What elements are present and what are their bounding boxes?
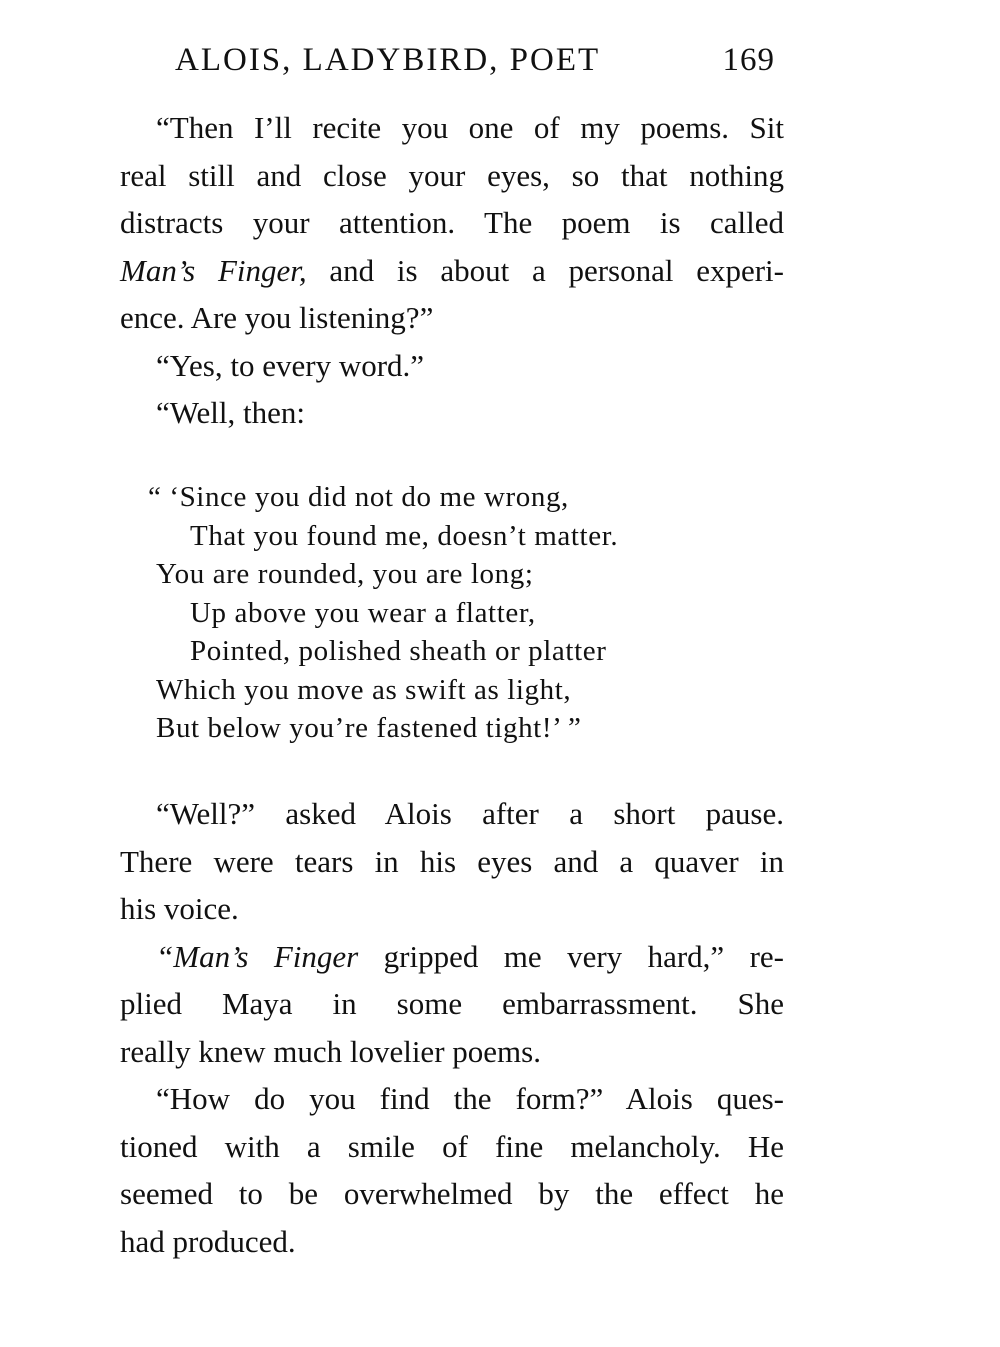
text-line: “How do you find the form?” Alois ques-: [156, 1081, 784, 1116]
running-head: ALOIS, LADYBIRD, POET: [175, 42, 601, 78]
verse-line: That you found me, doesn’t matter.: [190, 519, 619, 552]
text-line: distracts your attention. The poem is called: [120, 205, 784, 240]
paragraph-well-asked: [84, 790, 784, 933]
text-line: seemed to be overwhelmed by the effect he: [120, 1176, 784, 1211]
prose-block-top: [84, 104, 784, 437]
poem-verse: [148, 478, 708, 748]
text-line: plied Maya in some embarrassment. She: [120, 986, 784, 1021]
paragraph-yes: [84, 342, 784, 390]
page-number: 169: [722, 42, 775, 78]
text-line: his voice.: [120, 891, 239, 926]
text-line: “Yes, to every word.”: [156, 347, 425, 383]
prose-block-bottom: [84, 790, 784, 1265]
text-line: [84, 247, 784, 295]
text-fragment: and is about a personal experi-: [306, 252, 784, 288]
paragraph-recite: [84, 104, 784, 342]
verse-line: You are rounded, you are long;: [156, 558, 534, 590]
text-line: ence. Are you listening?”: [120, 300, 434, 335]
paragraph-form-question: [84, 1075, 784, 1265]
poem-title-italic: “Man’s Finger: [156, 938, 359, 974]
poem-title-italic: Man’s Finger,: [120, 252, 307, 288]
verse-line: Up above you wear a flatter,: [190, 596, 536, 629]
paragraph-maya-reply: [84, 933, 784, 1076]
verse-line: “ ‘Since you did not do me wrong,: [148, 481, 569, 513]
text-line: “Well?” asked Alois after a short pause.: [156, 796, 784, 831]
text-line: “Then I’ll recite you one of my poems. Sit: [156, 110, 784, 145]
text-line: [84, 933, 784, 981]
text-line: real still and close your eyes, so that nothing: [120, 157, 784, 193]
paragraph-well-then: [84, 389, 784, 437]
text-fragment: gripped me very hard,” re-: [358, 938, 784, 974]
text-line: tioned with a smile of fine melancholy. He: [120, 1128, 784, 1164]
text-line: “Well, then:: [156, 395, 306, 430]
text-line: There were tears in his eyes and a quaver in: [120, 843, 784, 879]
text-line: really knew much lovelier poems.: [120, 1033, 541, 1069]
page-header: [175, 42, 785, 92]
verse-line: Pointed, polished sheath or platter: [190, 635, 607, 667]
verse-line: Which you move as swift as light,: [156, 673, 572, 706]
verse-line: But below you’re fastened tight!’ ”: [156, 712, 582, 744]
text-line: had produced.: [120, 1223, 296, 1259]
